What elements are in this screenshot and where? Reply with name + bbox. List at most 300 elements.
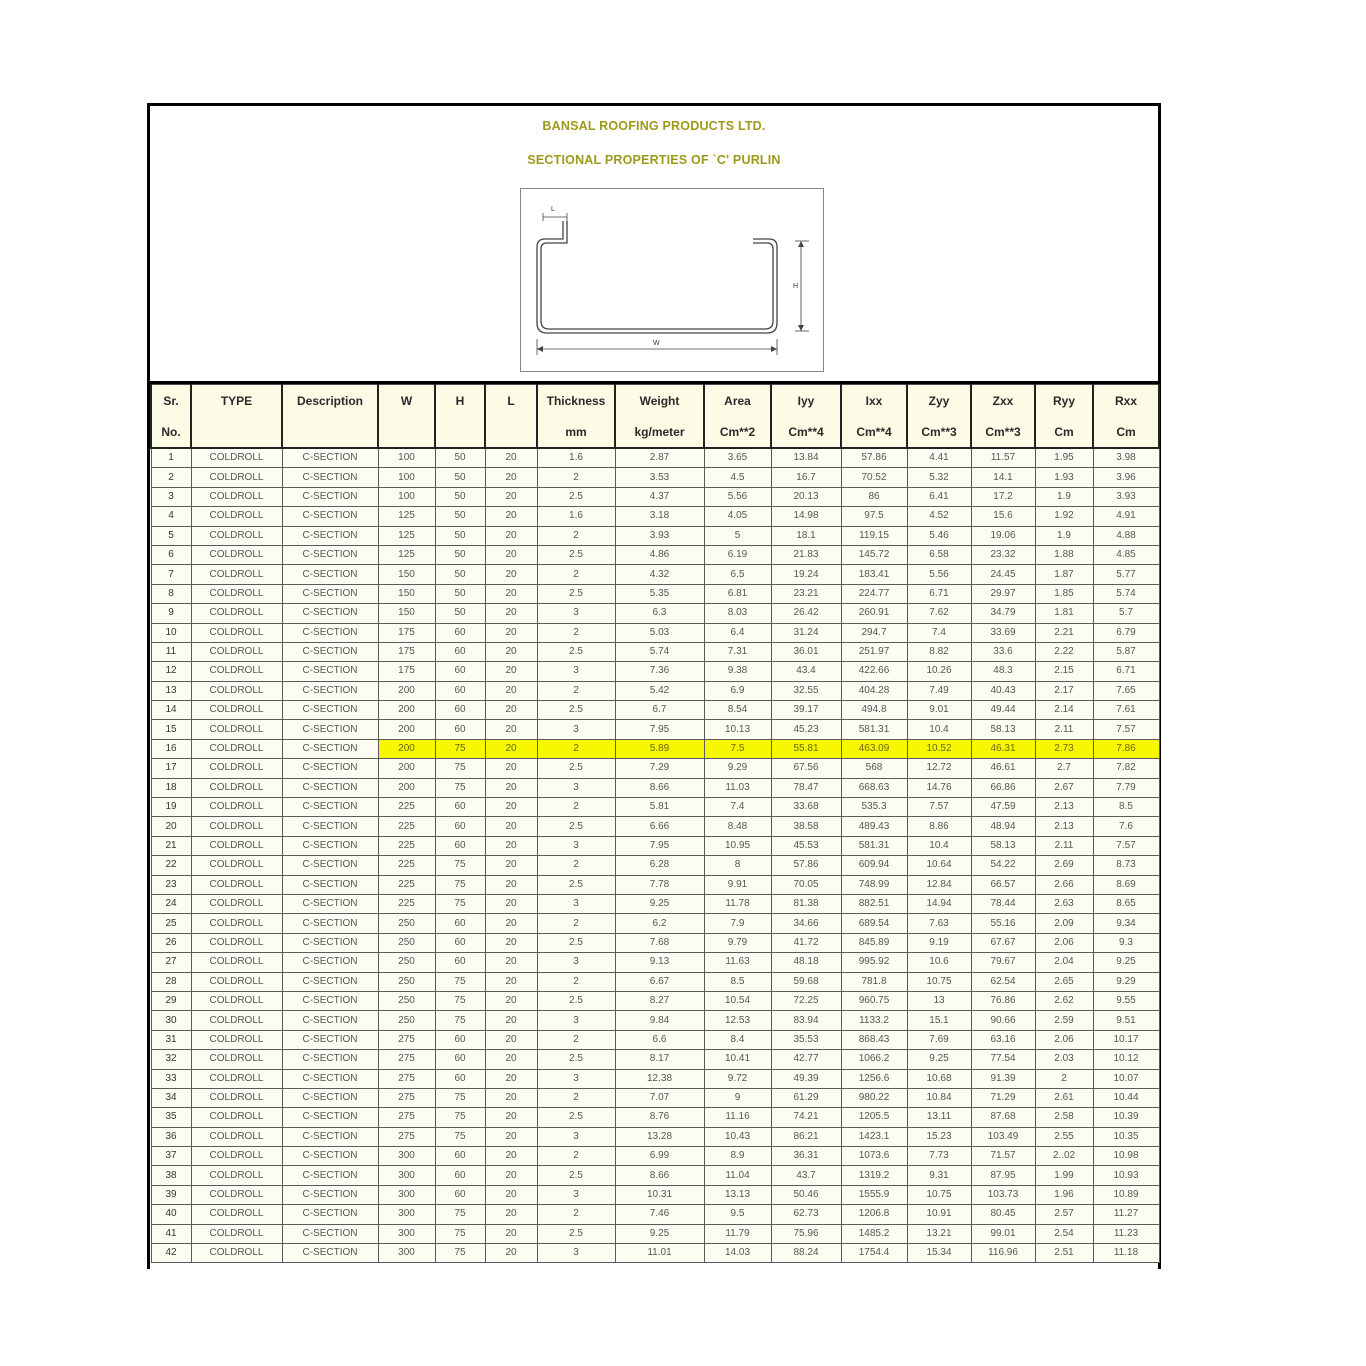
cell-zxx: 67.67 xyxy=(971,933,1035,952)
cell-type: COLDROLL xyxy=(191,778,282,797)
cell-iyy: 20.13 xyxy=(771,487,841,506)
cell-zyy: 5.56 xyxy=(907,565,971,584)
cell-w: 275 xyxy=(378,1108,435,1127)
cell-rxx: 6.71 xyxy=(1093,662,1159,681)
purlin-inner-edge xyxy=(537,221,777,333)
cell-description: C-SECTION xyxy=(282,642,378,661)
cell-sr-no: 25 xyxy=(151,914,191,933)
cell-thickness: 2.5 xyxy=(537,642,615,661)
cell-l: 20 xyxy=(485,681,537,700)
cell-rxx: 10.12 xyxy=(1093,1050,1159,1069)
header-unit-description xyxy=(282,416,378,448)
cell-weight: 5.03 xyxy=(615,623,704,642)
cell-weight: 7.95 xyxy=(615,720,704,739)
cell-rxx: 8.73 xyxy=(1093,856,1159,875)
cell-iyy: 55.81 xyxy=(771,739,841,758)
table-row xyxy=(151,1127,1159,1146)
cell-zxx: 11.57 xyxy=(971,448,1035,468)
cell-weight: 6.7 xyxy=(615,701,704,720)
cell-area: 9.79 xyxy=(704,933,771,952)
cell-iyy: 18.1 xyxy=(771,526,841,545)
table-row xyxy=(151,662,1159,681)
cell-iyy: 23.21 xyxy=(771,584,841,603)
cell-h: 60 xyxy=(435,933,485,952)
cell-description: C-SECTION xyxy=(282,875,378,894)
cell-l: 20 xyxy=(485,1011,537,1030)
header-unit-ryy: Cm xyxy=(1035,416,1093,448)
cell-zxx: 116.96 xyxy=(971,1244,1035,1263)
table-row xyxy=(151,565,1159,584)
cell-description: C-SECTION xyxy=(282,1069,378,1088)
cell-weight: 6.66 xyxy=(615,817,704,836)
cell-iyy: 49.39 xyxy=(771,1069,841,1088)
cell-zyy: 7.4 xyxy=(907,623,971,642)
table-row xyxy=(151,448,1159,468)
header-zyy: Zyy xyxy=(907,385,971,417)
cell-w: 250 xyxy=(378,933,435,952)
cell-h: 60 xyxy=(435,798,485,817)
cell-sr-no: 12 xyxy=(151,662,191,681)
cell-type: COLDROLL xyxy=(191,623,282,642)
cell-l: 20 xyxy=(485,1069,537,1088)
cell-w: 200 xyxy=(378,739,435,758)
cell-weight: 8.66 xyxy=(615,1166,704,1185)
cell-h: 50 xyxy=(435,507,485,526)
cell-zxx: 103.49 xyxy=(971,1127,1035,1146)
cell-zxx: 66.57 xyxy=(971,875,1035,894)
cell-area: 8 xyxy=(704,856,771,875)
cell-ryy: 2.62 xyxy=(1035,991,1093,1010)
cell-rxx: 9.25 xyxy=(1093,953,1159,972)
cell-h: 60 xyxy=(435,1185,485,1204)
cell-sr-no: 37 xyxy=(151,1147,191,1166)
cell-iyy: 21.83 xyxy=(771,545,841,564)
c-purlin-drawing xyxy=(521,189,823,371)
table-row xyxy=(151,836,1159,855)
cell-zxx: 33.69 xyxy=(971,623,1035,642)
cell-w: 250 xyxy=(378,991,435,1010)
cell-type: COLDROLL xyxy=(191,875,282,894)
cell-ryy: 2.58 xyxy=(1035,1108,1093,1127)
cell-area: 7.9 xyxy=(704,914,771,933)
cell-sr-no: 29 xyxy=(151,991,191,1010)
header-thickness: Thickness xyxy=(537,385,615,417)
table-row xyxy=(151,604,1159,623)
cell-l: 20 xyxy=(485,545,537,564)
cell-w: 300 xyxy=(378,1166,435,1185)
cell-sr-no: 13 xyxy=(151,681,191,700)
header-unit-zyy: Cm**3 xyxy=(907,416,971,448)
cell-l: 20 xyxy=(485,526,537,545)
cell-ryy: 2.22 xyxy=(1035,642,1093,661)
table-row xyxy=(151,1069,1159,1088)
cell-weight: 10.31 xyxy=(615,1185,704,1204)
cell-type: COLDROLL xyxy=(191,701,282,720)
cell-thickness: 1.6 xyxy=(537,507,615,526)
cell-w: 100 xyxy=(378,468,435,487)
cell-l: 20 xyxy=(485,759,537,778)
cell-zyy: 15.1 xyxy=(907,1011,971,1030)
cell-rxx: 10.98 xyxy=(1093,1147,1159,1166)
table-row xyxy=(151,1205,1159,1224)
cell-sr-no: 20 xyxy=(151,817,191,836)
cell-area: 6.9 xyxy=(704,681,771,700)
header-h: H xyxy=(435,385,485,417)
cell-h: 75 xyxy=(435,1205,485,1224)
cell-zyy: 15.23 xyxy=(907,1127,971,1146)
cell-weight: 7.95 xyxy=(615,836,704,855)
table-row xyxy=(151,1185,1159,1204)
cell-ixx: 57.86 xyxy=(841,448,907,468)
cell-sr-no: 42 xyxy=(151,1244,191,1263)
cell-l: 20 xyxy=(485,507,537,526)
cell-weight: 7.68 xyxy=(615,933,704,952)
cell-h: 75 xyxy=(435,856,485,875)
cell-iyy: 36.31 xyxy=(771,1147,841,1166)
cell-ixx: 1205.5 xyxy=(841,1108,907,1127)
cell-sr-no: 16 xyxy=(151,739,191,758)
header-zxx: Zxx xyxy=(971,385,1035,417)
cell-zyy: 6.58 xyxy=(907,545,971,564)
cell-sr-no: 18 xyxy=(151,778,191,797)
cell-thickness: 3 xyxy=(537,953,615,972)
table-row xyxy=(151,894,1159,913)
cell-area: 8.03 xyxy=(704,604,771,623)
cell-iyy: 50.46 xyxy=(771,1185,841,1204)
cell-zxx: 63.16 xyxy=(971,1030,1035,1049)
cell-area: 10.95 xyxy=(704,836,771,855)
cell-weight: 6.67 xyxy=(615,972,704,991)
cell-zyy: 10.68 xyxy=(907,1069,971,1088)
cell-thickness: 2.5 xyxy=(537,817,615,836)
cell-sr-no: 32 xyxy=(151,1050,191,1069)
cell-h: 50 xyxy=(435,545,485,564)
cell-area: 4.05 xyxy=(704,507,771,526)
cell-zxx: 55.16 xyxy=(971,914,1035,933)
cell-sr-no: 14 xyxy=(151,701,191,720)
cell-l: 20 xyxy=(485,778,537,797)
cell-iyy: 75.96 xyxy=(771,1224,841,1243)
cell-rxx: 7.57 xyxy=(1093,720,1159,739)
cell-type: COLDROLL xyxy=(191,1127,282,1146)
cell-thickness: 3 xyxy=(537,1127,615,1146)
cell-iyy: 34.66 xyxy=(771,914,841,933)
cell-type: COLDROLL xyxy=(191,1244,282,1263)
cell-description: C-SECTION xyxy=(282,584,378,603)
cell-thickness: 2 xyxy=(537,914,615,933)
cell-l: 20 xyxy=(485,914,537,933)
cell-ixx: 868.43 xyxy=(841,1030,907,1049)
cell-zxx: 71.29 xyxy=(971,1088,1035,1107)
purlin-properties-table xyxy=(150,384,1160,1263)
cell-sr-no: 30 xyxy=(151,1011,191,1030)
cell-w: 175 xyxy=(378,623,435,642)
table-row xyxy=(151,487,1159,506)
table-row xyxy=(151,507,1159,526)
cell-type: COLDROLL xyxy=(191,1224,282,1243)
dim-w-label: W xyxy=(653,340,660,347)
cell-w: 250 xyxy=(378,1011,435,1030)
cell-w: 300 xyxy=(378,1244,435,1263)
cell-zxx: 19.06 xyxy=(971,526,1035,545)
cell-iyy: 41.72 xyxy=(771,933,841,952)
cell-zyy: 8.82 xyxy=(907,642,971,661)
cell-l: 20 xyxy=(485,1147,537,1166)
cell-ryy: 2.06 xyxy=(1035,933,1093,952)
cell-ryy: 2.03 xyxy=(1035,1050,1093,1069)
cell-h: 75 xyxy=(435,1244,485,1263)
cell-l: 20 xyxy=(485,1127,537,1146)
cell-thickness: 2.5 xyxy=(537,487,615,506)
cell-thickness: 2 xyxy=(537,623,615,642)
cell-description: C-SECTION xyxy=(282,565,378,584)
cell-area: 9.29 xyxy=(704,759,771,778)
cell-type: COLDROLL xyxy=(191,1030,282,1049)
cell-zxx: 76.86 xyxy=(971,991,1035,1010)
cell-weight: 2.87 xyxy=(615,448,704,468)
cell-iyy: 38.58 xyxy=(771,817,841,836)
cell-description: C-SECTION xyxy=(282,1050,378,1069)
cell-area: 8.54 xyxy=(704,701,771,720)
table-row xyxy=(151,1050,1159,1069)
cell-iyy: 19.24 xyxy=(771,565,841,584)
cell-w: 100 xyxy=(378,487,435,506)
cell-iyy: 83.94 xyxy=(771,1011,841,1030)
cell-weight: 7.36 xyxy=(615,662,704,681)
cell-w: 250 xyxy=(378,914,435,933)
cell-type: COLDROLL xyxy=(191,681,282,700)
cell-iyy: 16.7 xyxy=(771,468,841,487)
cell-area: 6.5 xyxy=(704,565,771,584)
cell-zyy: 6.71 xyxy=(907,584,971,603)
cell-zyy: 10.4 xyxy=(907,836,971,855)
cell-sr-no: 10 xyxy=(151,623,191,642)
cell-l: 20 xyxy=(485,1185,537,1204)
cell-h: 75 xyxy=(435,1224,485,1243)
cell-ryy: 2.06 xyxy=(1035,1030,1093,1049)
cell-l: 20 xyxy=(485,1050,537,1069)
cell-description: C-SECTION xyxy=(282,623,378,642)
cell-weight: 4.37 xyxy=(615,487,704,506)
cell-ryy: 2.66 xyxy=(1035,875,1093,894)
cell-h: 60 xyxy=(435,914,485,933)
cell-thickness: 3 xyxy=(537,1011,615,1030)
cell-weight: 7.78 xyxy=(615,875,704,894)
cell-l: 20 xyxy=(485,739,537,758)
cell-l: 20 xyxy=(485,604,537,623)
cell-rxx: 5.87 xyxy=(1093,642,1159,661)
cell-ryy: 1.87 xyxy=(1035,565,1093,584)
cell-sr-no: 36 xyxy=(151,1127,191,1146)
cell-iyy: 70.05 xyxy=(771,875,841,894)
cell-ixx: 781.8 xyxy=(841,972,907,991)
company-title: BANSAL ROOFING PRODUCTS LTD. xyxy=(542,119,766,133)
cell-area: 6.81 xyxy=(704,584,771,603)
cell-ixx: 689.54 xyxy=(841,914,907,933)
cell-zyy: 10.6 xyxy=(907,953,971,972)
cell-iyy: 14.98 xyxy=(771,507,841,526)
cell-ryy: 2.11 xyxy=(1035,836,1093,855)
table-row xyxy=(151,1108,1159,1127)
properties-table-container xyxy=(150,384,1158,1263)
cell-h: 60 xyxy=(435,642,485,661)
cell-description: C-SECTION xyxy=(282,701,378,720)
cell-type: COLDROLL xyxy=(191,972,282,991)
cell-sr-no: 6 xyxy=(151,545,191,564)
cell-iyy: 36.01 xyxy=(771,642,841,661)
cell-weight: 6.6 xyxy=(615,1030,704,1049)
cell-thickness: 3 xyxy=(537,1244,615,1263)
cell-thickness: 2.5 xyxy=(537,875,615,894)
table-row xyxy=(151,584,1159,603)
cell-sr-no: 22 xyxy=(151,856,191,875)
cell-thickness: 3 xyxy=(537,894,615,913)
cell-sr-no: 5 xyxy=(151,526,191,545)
cell-h: 50 xyxy=(435,565,485,584)
cell-ryy: 1.9 xyxy=(1035,526,1093,545)
cell-type: COLDROLL xyxy=(191,507,282,526)
cell-iyy: 26.42 xyxy=(771,604,841,623)
cell-area: 14.03 xyxy=(704,1244,771,1263)
cell-l: 20 xyxy=(485,894,537,913)
cell-description: C-SECTION xyxy=(282,856,378,875)
table-row xyxy=(151,991,1159,1010)
cell-ixx: 535.3 xyxy=(841,798,907,817)
header-w: W xyxy=(378,385,435,417)
cell-type: COLDROLL xyxy=(191,1088,282,1107)
cell-rxx: 8.5 xyxy=(1093,798,1159,817)
cell-area: 10.43 xyxy=(704,1127,771,1146)
cell-zxx: 87.95 xyxy=(971,1166,1035,1185)
cell-w: 225 xyxy=(378,836,435,855)
table-row xyxy=(151,545,1159,564)
cell-sr-no: 41 xyxy=(151,1224,191,1243)
cell-ixx: 494.8 xyxy=(841,701,907,720)
cell-rxx: 9.3 xyxy=(1093,933,1159,952)
header-description: Description xyxy=(282,385,378,417)
cell-zyy: 10.75 xyxy=(907,972,971,991)
cell-h: 50 xyxy=(435,468,485,487)
cell-h: 60 xyxy=(435,817,485,836)
cell-w: 200 xyxy=(378,720,435,739)
cell-type: COLDROLL xyxy=(191,991,282,1010)
cell-rxx: 6.79 xyxy=(1093,623,1159,642)
cell-ixx: 882.51 xyxy=(841,894,907,913)
cell-l: 20 xyxy=(485,1030,537,1049)
cell-iyy: 62.73 xyxy=(771,1205,841,1224)
cell-weight: 8.66 xyxy=(615,778,704,797)
cell-l: 20 xyxy=(485,856,537,875)
cell-h: 60 xyxy=(435,836,485,855)
cell-w: 200 xyxy=(378,759,435,778)
cell-description: C-SECTION xyxy=(282,836,378,855)
cell-weight: 12.38 xyxy=(615,1069,704,1088)
cell-l: 20 xyxy=(485,720,537,739)
cell-sr-no: 15 xyxy=(151,720,191,739)
cell-description: C-SECTION xyxy=(282,1205,378,1224)
cell-w: 100 xyxy=(378,448,435,468)
cell-h: 50 xyxy=(435,448,485,468)
header-unit-thickness: mm xyxy=(537,416,615,448)
cell-l: 20 xyxy=(485,584,537,603)
cell-sr-no: 27 xyxy=(151,953,191,972)
cell-thickness: 1.6 xyxy=(537,448,615,468)
cell-weight: 7.07 xyxy=(615,1088,704,1107)
table-row xyxy=(151,1147,1159,1166)
cell-ryy: 2.61 xyxy=(1035,1088,1093,1107)
cell-description: C-SECTION xyxy=(282,1108,378,1127)
cell-h: 60 xyxy=(435,1147,485,1166)
cell-ryy: 2.54 xyxy=(1035,1224,1093,1243)
cell-ryy: 2.11 xyxy=(1035,720,1093,739)
cell-description: C-SECTION xyxy=(282,681,378,700)
cell-w: 125 xyxy=(378,526,435,545)
cell-description: C-SECTION xyxy=(282,1224,378,1243)
header-ryy: Ryy xyxy=(1035,385,1093,417)
cell-ryy: 2.57 xyxy=(1035,1205,1093,1224)
cell-weight: 9.25 xyxy=(615,894,704,913)
cell-rxx: 10.35 xyxy=(1093,1127,1159,1146)
cell-sr-no: 11 xyxy=(151,642,191,661)
cell-iyy: 13.84 xyxy=(771,448,841,468)
cell-zxx: 15.6 xyxy=(971,507,1035,526)
table-row xyxy=(151,1011,1159,1030)
cell-type: COLDROLL xyxy=(191,565,282,584)
cell-iyy: 39.17 xyxy=(771,701,841,720)
cell-type: COLDROLL xyxy=(191,1069,282,1088)
cell-ixx: 581.31 xyxy=(841,720,907,739)
cell-rxx: 7.86 xyxy=(1093,739,1159,758)
cell-zyy: 7.73 xyxy=(907,1147,971,1166)
cell-weight: 11.01 xyxy=(615,1244,704,1263)
cell-iyy: 43.7 xyxy=(771,1166,841,1185)
cell-zxx: 46.61 xyxy=(971,759,1035,778)
cell-rxx: 8.65 xyxy=(1093,894,1159,913)
cell-thickness: 3 xyxy=(537,604,615,623)
dim-h-arrow-top xyxy=(798,241,804,247)
cell-sr-no: 38 xyxy=(151,1166,191,1185)
cell-thickness: 2 xyxy=(537,565,615,584)
table-row xyxy=(151,623,1159,642)
header-unit-w xyxy=(378,416,435,448)
cell-description: C-SECTION xyxy=(282,759,378,778)
cell-weight: 8.27 xyxy=(615,991,704,1010)
cell-h: 60 xyxy=(435,1050,485,1069)
cell-ixx: 404.28 xyxy=(841,681,907,700)
cell-zyy: 7.62 xyxy=(907,604,971,623)
cell-ryy: 1.96 xyxy=(1035,1185,1093,1204)
cell-ixx: 463.09 xyxy=(841,739,907,758)
cell-w: 175 xyxy=(378,662,435,681)
cell-ixx: 748.99 xyxy=(841,875,907,894)
table-row xyxy=(151,778,1159,797)
table-row xyxy=(151,642,1159,661)
cell-w: 225 xyxy=(378,856,435,875)
cell-zxx: 62.54 xyxy=(971,972,1035,991)
cell-zxx: 49.44 xyxy=(971,701,1035,720)
cell-description: C-SECTION xyxy=(282,1244,378,1263)
purlin-outer-edge xyxy=(541,221,773,329)
cell-ixx: 251.97 xyxy=(841,642,907,661)
cell-area: 8.4 xyxy=(704,1030,771,1049)
cell-sr-no: 2 xyxy=(151,468,191,487)
cell-iyy: 48.18 xyxy=(771,953,841,972)
cell-weight: 8.76 xyxy=(615,1108,704,1127)
cell-ixx: 1485.2 xyxy=(841,1224,907,1243)
cell-l: 20 xyxy=(485,798,537,817)
cell-h: 75 xyxy=(435,1088,485,1107)
cell-ryy: 1.95 xyxy=(1035,448,1093,468)
